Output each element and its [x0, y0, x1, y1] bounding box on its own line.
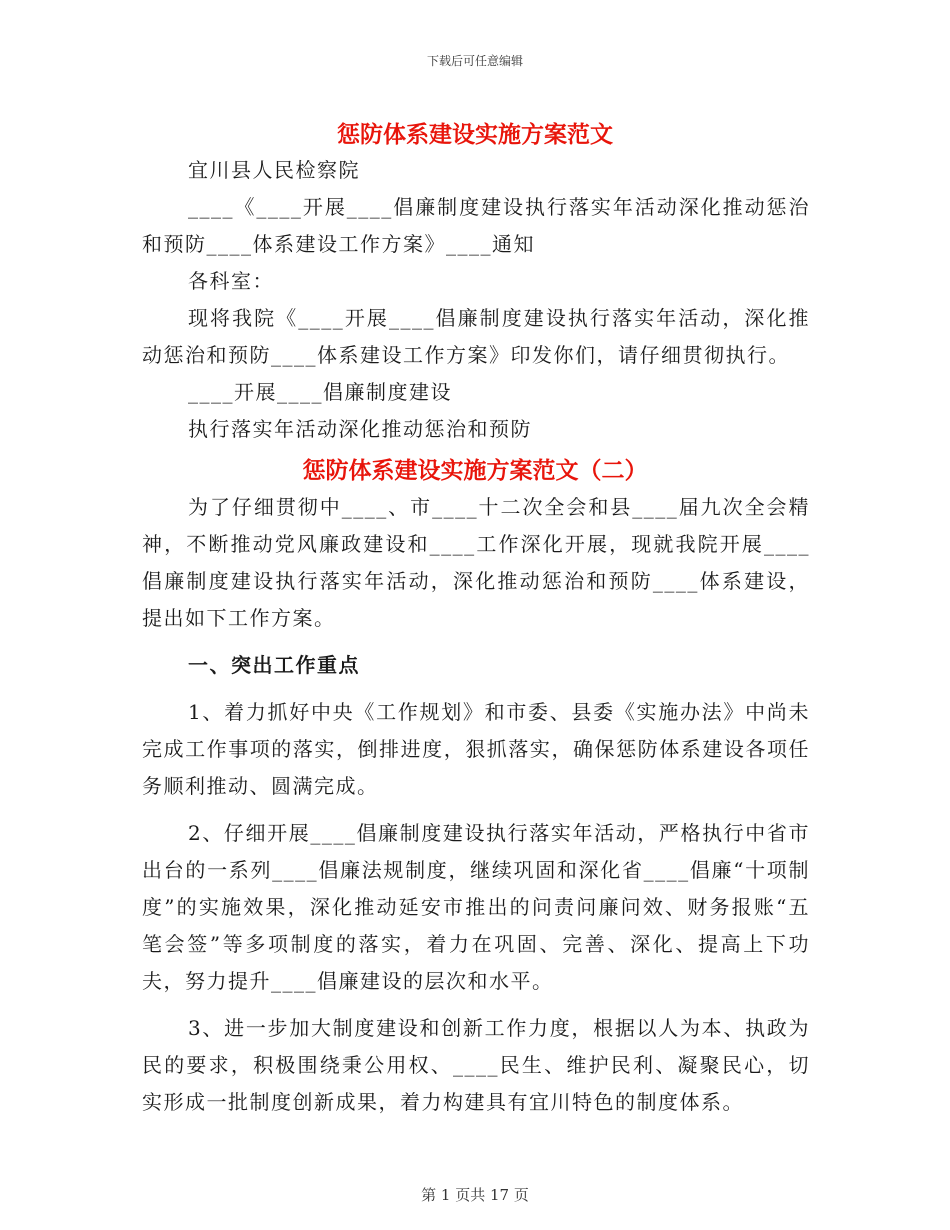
paragraph-salutation: 各科室：	[188, 269, 274, 293]
paragraph-intro: 为了仔细贯彻中____、市____十二次全会和县____届九次全会精神，不断推动党风廉政建设和____工作深化开展，现就我院开展____倡廉制度建设执行落实年活动，深化推动惩治和预防____体系建设，提出如下工作方案。	[142, 495, 810, 630]
paragraph-organization: 宜川县人民检察院	[188, 158, 360, 182]
section-2-body	[142, 489, 810, 1121]
paragraph-notice-title: ____《____开展____倡廉制度建设执行落实年活动深化推动惩治和预防____体系建设工作方案》____通知	[142, 195, 810, 256]
document-title-2: 惩防体系建设实施方案范文（二）	[302, 458, 648, 484]
section-heading: 一、突出工作重点	[188, 653, 360, 677]
list-item-2: 2、仔细开展____倡廉制度建设执行落实年活动，严格执行中省市出台的一系列____倡廉法规制度，继续巩固和深化省____倡廉“十项制度”的实施效果，深化推动延安市推出的问责问廉问效、财务报账“五笔会签”等多项制度的落实，着力在巩固、完善、深化、提高上下功夫，努力提升____倡廉建设的层次和水平。	[142, 821, 810, 993]
list-item-1: 1、着力抓好中央《工作规划》和市委、县委《实施办法》中尚未完成工作事项的落实，倒排进度，狠抓落实，确保惩防体系建设各项任务顺利推动、圆满完成。	[142, 700, 810, 798]
list-item-3: 3、进一步加大制度建设和创新工作力度，根据以人为本、执政为民的要求，积极围绕秉公用权、____民生、维护民利、凝聚民心，切实形成一批制度创新成果，着力构建具有宜川特色的制度体系。	[142, 1016, 810, 1114]
section-1-body	[142, 152, 810, 448]
paragraph-activity-line-2: 执行落实年活动深化推动惩治和预防	[188, 417, 532, 441]
page-footer: 第 1 页共 17 页	[421, 1186, 529, 1204]
document-title: 惩防体系建设实施方案范文	[337, 122, 613, 148]
paragraph-notice-body: 现将我院《____开展____倡廉制度建设执行落实年活动，深化推动惩治和预防____体系建设工作方案》印发你们，请仔细贯彻执行。	[142, 306, 810, 367]
paragraph-activity-line-1: ____开展____倡廉制度建设	[188, 380, 452, 404]
header-note: 下载后可任意编辑	[426, 54, 523, 68]
